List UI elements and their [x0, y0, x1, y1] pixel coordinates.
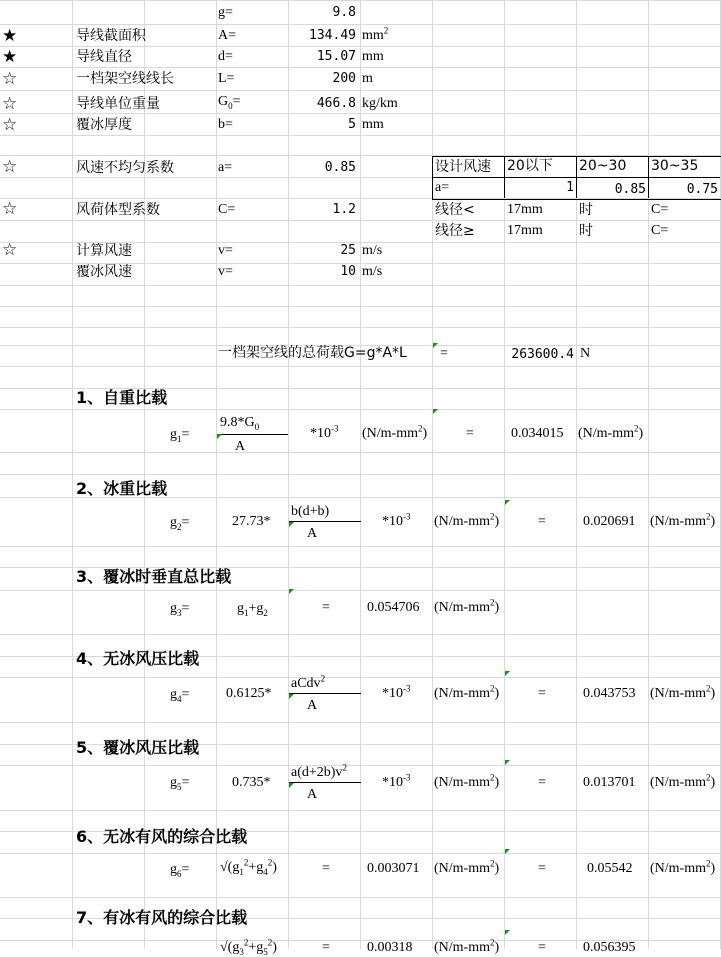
- cell-comment-marker: [289, 589, 294, 594]
- result-unit: $(N/m-mm^2)$: [578, 423, 644, 441]
- equals-sign: =: [538, 775, 546, 790]
- result-value[interactable]: 0.013701: [583, 775, 636, 790]
- equals-sign: =: [322, 940, 330, 955]
- cell-comment-marker: [433, 343, 438, 348]
- star-filled-icon: ★: [2, 47, 18, 66]
- cell-comment-marker: [505, 671, 510, 676]
- param-name: 风荷体型系数: [76, 202, 160, 218]
- formula-symbol: $g_2=$: [170, 515, 190, 532]
- fraction-bar: [289, 693, 361, 694]
- param-value[interactable]: 1.2: [332, 202, 356, 217]
- param-symbol: g=: [218, 5, 233, 20]
- diameter-rule-when: 时: [579, 202, 593, 218]
- equals-sign: =: [466, 426, 474, 441]
- star-filled-icon: ★: [2, 26, 18, 45]
- formula-multiplier: $*10^{-3}$: [310, 423, 339, 441]
- cell-comment-marker: [289, 694, 294, 699]
- formula-coefficient: 0.735*: [232, 775, 271, 790]
- param-value[interactable]: 0.85: [324, 160, 356, 175]
- row-divider: [0, 634, 721, 635]
- formula-multiplier: $*10^{-3}$: [382, 511, 411, 529]
- formula-symbol: $g_5=$: [170, 775, 190, 792]
- cell-comment-marker: [505, 930, 510, 935]
- formula-numerator: b(d+b): [291, 504, 330, 519]
- param-symbol: a=: [218, 160, 233, 175]
- formula-denominator: A: [307, 698, 318, 713]
- fraction-bar: [289, 782, 361, 783]
- result-unit: $(N/m-mm^2)$: [650, 511, 716, 529]
- table-cell[interactable]: 1: [566, 180, 574, 195]
- result-value[interactable]: 0.034015: [511, 426, 564, 441]
- formula-unit: $(N/m-mm^2)$: [434, 772, 500, 790]
- row-divider: [0, 366, 721, 367]
- result-unit: $(N/m-mm^2)$: [650, 683, 716, 701]
- total-load-label: 一档架空线的总荷载G=g*A*L: [218, 345, 407, 361]
- param-value[interactable]: 5: [348, 117, 356, 132]
- param-value[interactable]: 15.07: [316, 49, 356, 64]
- diameter-rule-when: 时: [579, 223, 593, 239]
- param-value[interactable]: 200: [332, 71, 356, 86]
- row-divider: [0, 306, 721, 307]
- param-name: 覆冰厚度: [76, 117, 132, 133]
- param-unit: mm: [362, 49, 384, 64]
- result-value[interactable]: 0.054706: [367, 600, 420, 615]
- table-cell[interactable]: 0.75: [686, 182, 718, 197]
- param-value[interactable]: 466.8: [316, 96, 356, 111]
- section-title: 2、冰重比载: [76, 479, 168, 498]
- star-outline-icon: ☆: [2, 157, 18, 176]
- section-title: 7、有冰有风的综合比载: [76, 908, 248, 927]
- result-unit: $(N/m-mm^2)$: [650, 858, 716, 876]
- row-divider: [0, 765, 721, 766]
- param-name: 导线直径: [76, 49, 132, 65]
- formula-symbol: $g_6=$: [170, 862, 190, 879]
- formula-numerator: $9.8*G_0$: [220, 415, 260, 432]
- param-symbol: $G_0=$: [218, 94, 241, 111]
- param-unit: mm: [362, 117, 384, 132]
- formula-coefficient: 0.6125*: [226, 686, 272, 701]
- formula-multiplier: $*10^{-3}$: [382, 772, 411, 790]
- table-col-divider: [576, 156, 577, 198]
- sqrt-expression: $√(g_3^2+g_5^2)$: [220, 937, 277, 957]
- table-header-cell: 设计风速: [435, 159, 491, 175]
- result-value[interactable]: 0.043753: [583, 686, 636, 701]
- formula-unit: $(N/m-mm^2)$: [434, 683, 500, 701]
- total-load-unit: N: [580, 346, 591, 361]
- row-divider: [0, 0, 721, 1]
- equals-sign: =: [538, 861, 546, 876]
- star-outline-icon: ☆: [2, 240, 18, 259]
- cell-comment-marker: [505, 849, 510, 854]
- param-value[interactable]: 134.49: [309, 28, 356, 43]
- equals-sign: =: [538, 940, 546, 955]
- star-outline-icon: ☆: [2, 69, 18, 88]
- row-divider: [0, 546, 721, 547]
- fraction-bar: [218, 434, 288, 435]
- row-divider: [0, 285, 721, 286]
- row-divider: [0, 409, 721, 410]
- cell-comment-marker: [289, 522, 294, 527]
- result-value[interactable]: 0.003071: [367, 861, 420, 876]
- row-divider: [0, 474, 721, 475]
- row-divider: [0, 452, 721, 453]
- param-unit: kg/km: [362, 96, 398, 111]
- formula-unit: $(N/m-mm^2)$: [434, 858, 500, 876]
- param-value[interactable]: 25: [340, 243, 356, 258]
- table-header-cell: 30~35: [651, 158, 699, 174]
- section-title: 3、覆冰时垂直总比载: [76, 567, 232, 586]
- row-divider: [0, 24, 721, 25]
- row-divider: [0, 46, 721, 47]
- param-unit: m: [362, 71, 373, 86]
- section-title: 1、自重比载: [76, 388, 168, 407]
- param-name: 一档架空线线长: [76, 71, 174, 87]
- table-col-divider: [504, 156, 505, 198]
- row-divider: [0, 67, 721, 68]
- section-title: 4、无冰风压比载: [76, 649, 200, 668]
- table-row-label: a=: [435, 180, 450, 195]
- equals-sign: =: [322, 600, 330, 615]
- cell-comment-marker: [217, 434, 222, 439]
- row-divider: [0, 677, 721, 678]
- table-cell[interactable]: 0.85: [614, 182, 646, 197]
- result-value[interactable]: 0.020691: [583, 514, 636, 529]
- fraction-bar: [289, 521, 361, 522]
- section-title: 5、覆冰风压比载: [76, 738, 200, 757]
- result-value[interactable]: 0.05542: [587, 861, 633, 876]
- param-symbol: d=: [218, 49, 233, 64]
- row-divider: [0, 897, 721, 898]
- table-col-divider: [648, 156, 649, 198]
- table-header-cell: 20~30: [579, 158, 627, 174]
- row-divider: [0, 590, 721, 591]
- star-outline-icon: ☆: [2, 94, 18, 113]
- row-divider: [0, 327, 721, 328]
- param-symbol: b=: [218, 117, 233, 132]
- param-name: 导线单位重量: [76, 96, 160, 112]
- formula-denominator: A: [235, 439, 246, 454]
- formula-symbol: $g_3=$: [170, 601, 190, 618]
- param-name: 导线截面积: [76, 28, 146, 44]
- param-unit: $mm^2$: [362, 25, 389, 43]
- sqrt-expression: $√(g_1^2+g_4^2)$: [220, 857, 277, 877]
- formula-multiplier: $*10^{-3}$: [382, 683, 411, 701]
- cell-comment-marker: [505, 760, 510, 765]
- result-value[interactable]: 0.056395: [583, 940, 636, 955]
- formula-expression: $g_1+g_2$: [237, 601, 268, 618]
- param-symbol: L=: [218, 71, 235, 86]
- formula-coefficient: 27.73*: [232, 514, 271, 529]
- row-divider: [0, 722, 721, 723]
- formula-unit: $(N/m-mm^2)$: [434, 511, 500, 529]
- formula-unit: $(N/m-mm^2)$: [434, 937, 500, 955]
- param-symbol: C=: [218, 202, 236, 217]
- diameter-rule-c: C=: [651, 202, 669, 217]
- param-symbol: v=: [218, 243, 233, 258]
- cell-comment-marker: [289, 783, 294, 788]
- formula-numerator: $a(d+2b)v^2$: [291, 762, 347, 780]
- diameter-rule-c: C=: [651, 223, 669, 238]
- result-value[interactable]: 0.00318: [367, 940, 413, 955]
- section-title: 6、无冰有风的综合比载: [76, 827, 248, 846]
- equals-sign: =: [538, 514, 546, 529]
- row-divider: [0, 853, 721, 854]
- cell-comment-marker: [433, 409, 438, 414]
- diameter-rule-size: 17mm: [507, 223, 543, 238]
- star-outline-icon: ☆: [2, 199, 18, 218]
- param-name: 覆冰风速: [76, 264, 132, 280]
- param-symbol: A=: [218, 28, 237, 43]
- result-unit: $(N/m-mm^2)$: [434, 597, 500, 615]
- formula-denominator: A: [307, 787, 318, 802]
- formula-denominator: A: [307, 526, 318, 541]
- param-name: 计算风速: [76, 243, 132, 259]
- param-name: 风速不均匀系数: [76, 160, 174, 176]
- equals-sign: =: [538, 686, 546, 701]
- diameter-rule-label: 线径<: [435, 202, 475, 218]
- param-value[interactable]: 9.8: [332, 5, 356, 20]
- param-symbol: v=: [218, 264, 233, 279]
- param-unit: m/s: [362, 264, 383, 279]
- cell-comment-marker: [505, 500, 510, 505]
- formula-numerator: aCdv$^2$: [291, 673, 326, 691]
- result-unit: $(N/m-mm^2)$: [650, 772, 716, 790]
- total-load-value[interactable]: 263600.4: [511, 347, 574, 362]
- table-header-cell: 20以下: [507, 158, 553, 174]
- formula-unit: $(N/m-mm^2)$: [362, 423, 428, 441]
- param-value[interactable]: 10: [340, 264, 356, 279]
- star-outline-icon: ☆: [2, 115, 18, 134]
- row-divider: [0, 113, 721, 114]
- formula-symbol: $g_1=$: [170, 427, 190, 444]
- row-divider: [0, 810, 721, 811]
- equals-sign: =: [322, 861, 330, 876]
- param-unit: m/s: [362, 243, 383, 258]
- diameter-rule-label: 线径≥: [435, 223, 475, 239]
- row-divider: [0, 90, 721, 91]
- row-divider: [0, 220, 721, 221]
- formula-symbol: $g_4=$: [170, 687, 190, 704]
- equals-sign: =: [440, 346, 448, 361]
- row-divider: [0, 135, 721, 136]
- diameter-rule-size: 17mm: [507, 202, 543, 217]
